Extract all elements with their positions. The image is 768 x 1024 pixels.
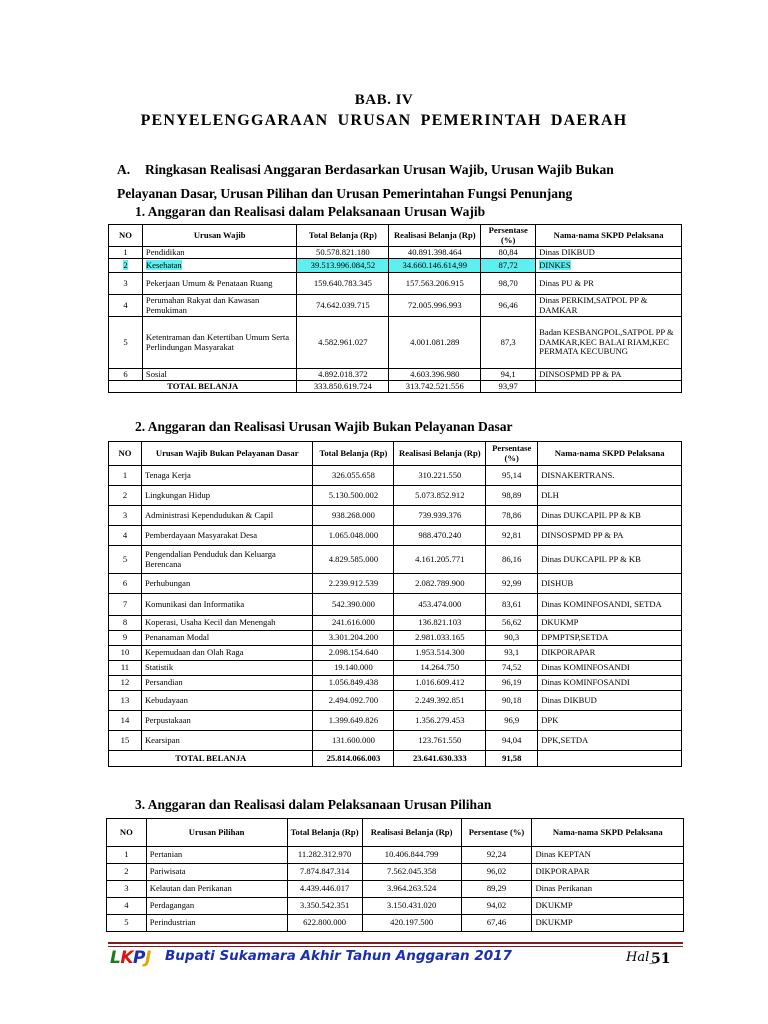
table2-header-cell: Total Belanja (Rp) (313, 442, 394, 466)
cell-realisasi: 7.562.045.358 (362, 864, 461, 881)
cell-skpd: DINSOSPMD PP & PA (536, 369, 682, 381)
page-label: Hal_ (626, 950, 656, 965)
cell-urusan: Pertanian (146, 847, 287, 864)
cell-realisasi: 2.249.392.851 (394, 691, 486, 711)
cell-persen: 87,72 (481, 259, 536, 273)
table3-header-cell: Persentase (%) (461, 819, 532, 847)
table-row (109, 676, 682, 691)
total-persen: 91,58 (486, 751, 538, 767)
cell-no: 4 (109, 295, 143, 317)
table-row (109, 646, 682, 661)
cell-skpd: Dinas KEPTAN (532, 847, 684, 864)
table2-header-cell: Urusan Wajib Bukan Pelayanan Dasar (141, 442, 313, 466)
cell-skpd: DKUKMP (532, 915, 684, 932)
cell-urusan: Sosial (142, 369, 297, 381)
cell-no: 1 (109, 466, 142, 486)
cell-urusan: Perpustakaan (141, 711, 313, 731)
cell-total: 3.301.204.200 (313, 631, 394, 646)
total-realisasi: 23.641.630.333 (394, 751, 486, 767)
table-row (109, 295, 682, 317)
cell-realisasi: 3.964.263.524 (362, 881, 461, 898)
table2-header-cell: Persentase (%) (486, 442, 538, 466)
cell-skpd: Dinas KOMINFOSANDI (538, 676, 682, 691)
cell-persen: 98,70 (481, 273, 536, 295)
cell-persen: 92,24 (461, 847, 532, 864)
footer-text: Bupati Sukamara Akhir Tahun Anggaran 2017 (165, 948, 512, 964)
table-row (109, 731, 682, 751)
page-number: 51 (651, 951, 671, 967)
cell-skpd: Dinas DIKBUD (538, 691, 682, 711)
table-row (109, 526, 682, 546)
cell-persen: 93,1 (486, 646, 538, 661)
cell-persen: 67,46 (461, 915, 532, 932)
cell-total: 4.439.446.017 (287, 881, 362, 898)
total-realisasi: 313.742.521.556 (389, 381, 481, 393)
cell-skpd: DPK (538, 711, 682, 731)
table-row (107, 898, 684, 915)
cell-urusan: Perhubungan (141, 574, 313, 594)
section-a-line2: Pelayanan Dasar, Urusan Pilihan dan Urusan Pemerintahan Fungsi Penunjang (117, 186, 573, 201)
cell-total: 4.829.585.000 (313, 546, 394, 574)
cell-skpd: DINSOSPMD PP & PA (538, 526, 682, 546)
cell-urusan: Administrasi Kependudukan & Capil (141, 506, 313, 526)
cell-no: 11 (109, 661, 142, 676)
footer-rule-thin (108, 946, 683, 947)
table1-header-cell: Nama-nama SKPD Pelaksana (536, 225, 682, 247)
cell-persen: 90,3 (486, 631, 538, 646)
cell-total: 50.578.821.180 (297, 247, 389, 259)
cell-realisasi: 10.406.844.799 (362, 847, 461, 864)
table2-header-cell: Realisasi Belanja (Rp) (394, 442, 486, 466)
cell-total: 131.600.000 (313, 731, 394, 751)
cell-skpd: Dinas DUKCAPIL PP & KB (538, 506, 682, 526)
footer-rule (108, 942, 683, 944)
cell-total: 2.239.912.539 (313, 574, 394, 594)
cell-urusan: Statistik (141, 661, 313, 676)
section-a-label: A. (117, 162, 131, 177)
table1-header-cell: Urusan Wajib (142, 225, 297, 247)
cell-no: 5 (109, 317, 143, 369)
cell-realisasi: 4.001.081.289 (389, 317, 481, 369)
cell-persen: 98,89 (486, 486, 538, 506)
table3-header-cell: Total Belanja (Rp) (287, 819, 362, 847)
table-row (107, 864, 684, 881)
table-row (109, 691, 682, 711)
cell-urusan: Koperasi, Usaha Kecil dan Menengah (141, 616, 313, 631)
cell-persen: 94,04 (486, 731, 538, 751)
cell-persen: 96,19 (486, 676, 538, 691)
cell-persen: 96,02 (461, 864, 532, 881)
cell-no: 3 (107, 881, 147, 898)
highlight-mark: DINKES (539, 259, 571, 270)
table2-title: 2. Anggaran dan Realisasi Urusan Wajib Bukan Pelayanan Dasar (135, 419, 513, 434)
cell-urusan: Penanaman Modal (141, 631, 313, 646)
table-total-row (109, 751, 682, 767)
cell-skpd: DIKPORAPAR (538, 646, 682, 661)
cell-persen: 86,16 (486, 546, 538, 574)
table3-header-cell: Nama-nama SKPD Pelaksana (532, 819, 684, 847)
cell-realisasi: 1.356.279.453 (394, 711, 486, 731)
cell-no: 8 (109, 616, 142, 631)
cell-realisasi: 453.474.000 (394, 594, 486, 616)
cell-total: 542.390.000 (313, 594, 394, 616)
cell-no: 3 (109, 273, 143, 295)
cell-urusan: Tenaga Kerja (141, 466, 313, 486)
cell-no: 5 (109, 546, 142, 574)
cell-persen: 90,18 (486, 691, 538, 711)
table3 (106, 818, 684, 932)
cell-realisasi: 1.016.609.412 (394, 676, 486, 691)
cell-no: 12 (109, 676, 142, 691)
chapter-label: BAB. IV (354, 92, 414, 108)
cell-skpd: DLH (538, 486, 682, 506)
table-row (107, 915, 684, 932)
cell-total: 2.494.092.700 (313, 691, 394, 711)
cell-skpd: DISNAKERTRANS. (538, 466, 682, 486)
cell-realisasi: 2.981.033.165 (394, 631, 486, 646)
table-row-highlighted (109, 259, 682, 273)
cell-no: 14 (109, 711, 142, 731)
cell-total: 622.800.000 (287, 915, 362, 932)
cell-realisasi: 739.939.376 (394, 506, 486, 526)
cell-persen: 89,29 (461, 881, 532, 898)
cell-persen: 74,52 (486, 661, 538, 676)
cell-urusan: Pekerjaan Umum & Penataan Ruang (142, 273, 297, 295)
cell-persen: 92,99 (486, 574, 538, 594)
table1-header-cell: Total Belanja (Rp) (297, 225, 389, 247)
cell-total: 4.582.961.027 (297, 317, 389, 369)
table-row (109, 616, 682, 631)
cell-no (109, 259, 143, 273)
cell-skpd: Dinas PU & PR (536, 273, 682, 295)
cell-skpd: DKUKMP (532, 898, 684, 915)
total-belanja: 333.850.619.724 (297, 381, 389, 393)
cell-realisasi: 4.603.396.980 (389, 369, 481, 381)
highlight-mark: 2 (123, 259, 128, 270)
cell-total: 39.513.996.084,52 (297, 259, 389, 273)
table-row (109, 317, 682, 369)
total-label: TOTAL BELANJA (109, 381, 297, 393)
cell-urusan: Pemberdayaan Masyarakat Desa (141, 526, 313, 546)
cell-urusan: Kebudayaan (141, 691, 313, 711)
cell-realisasi: 5.073.852.912 (394, 486, 486, 506)
table3-title: 3. Anggaran dan Realisasi dalam Pelaksanaan Urusan Pilihan (135, 797, 492, 812)
table-row (109, 631, 682, 646)
cell-realisasi: 1.953.514.300 (394, 646, 486, 661)
cell-skpd: DISHUB (538, 574, 682, 594)
cell-skpd: Badan KESBANGPOL,SATPOL PP & DAMKAR,KEC BALAI RIAM,KEC PERMATA KECUBUNG (536, 317, 682, 369)
table-row (109, 247, 682, 259)
cell-skpd: DKUKMP (538, 616, 682, 631)
cell-total: 159.640.783.345 (297, 273, 389, 295)
table2-header-cell: Nama-nama SKPD Pelaksana (538, 442, 682, 466)
total-label: TOTAL BELANJA (109, 751, 313, 767)
total-belanja: 25.814.066.003 (313, 751, 394, 767)
cell-total: 19.140.000 (313, 661, 394, 676)
cell-total: 1.399.649.826 (313, 711, 394, 731)
table-row (109, 369, 682, 381)
cell-no: 1 (109, 247, 143, 259)
table3-header-cell: Urusan Pilihan (146, 819, 287, 847)
cell-skpd: DPMPTSP,SETDA (538, 631, 682, 646)
table1 (108, 224, 682, 393)
cell-total: 326.055.658 (313, 466, 394, 486)
table1-header-cell: NO (109, 225, 143, 247)
cell-skpd: Dinas KOMINFOSANDI, SETDA (538, 594, 682, 616)
cell-no: 6 (109, 574, 142, 594)
cell-skpd: Dinas KOMINFOSANDI (538, 661, 682, 676)
cell-skpd: Dinas DIKBUD (536, 247, 682, 259)
table-row (109, 711, 682, 731)
cell-persen: 94,02 (461, 898, 532, 915)
cell-urusan: Pariwisata (146, 864, 287, 881)
chapter-title: PENYELENGGARAAN URUSAN PEMERINTAH DAERAH (140, 112, 628, 129)
cell-realisasi: 4.161.205.771 (394, 546, 486, 574)
table-row (109, 574, 682, 594)
table1-title: 1. Anggaran dan Realisasi dalam Pelaksanaan Urusan Wajib (135, 204, 486, 219)
cell-urusan: Lingkungan Hidup (141, 486, 313, 506)
cell-realisasi: 34.660.146.614,99 (389, 259, 481, 273)
cell-no: 5 (107, 915, 147, 932)
cell-total: 11.282.312.970 (287, 847, 362, 864)
cell-urusan: Ketentraman dan Ketertiban Umum Serta Perlindungan Masyarakat (142, 317, 297, 369)
highlight-mark: Kesehatan (145, 259, 182, 270)
cell-urusan: Perdagangan (146, 898, 287, 915)
cell-total: 938.268.000 (313, 506, 394, 526)
cell-realisasi: 2.082.789.900 (394, 574, 486, 594)
cell-no: 1 (107, 847, 147, 864)
cell-no: 2 (107, 864, 147, 881)
cell-total: 241.616.000 (313, 616, 394, 631)
cell-realisasi: 3.150.431.020 (362, 898, 461, 915)
cell-realisasi: 40.891.398.464 (389, 247, 481, 259)
cell-no: 2 (109, 486, 142, 506)
cell-realisasi: 123.761.550 (394, 731, 486, 751)
table-row (107, 847, 684, 864)
cell-realisasi: 157.563.206.915 (389, 273, 481, 295)
table-row (109, 661, 682, 676)
cell-urusan: Kearsipan (141, 731, 313, 751)
cell-urusan: Komunikasi dan Informatika (141, 594, 313, 616)
cell-no: 10 (109, 646, 142, 661)
cell-persen: 94,1 (481, 369, 536, 381)
section-a-line1: Ringkasan Realisasi Anggaran Berdasarkan Urusan Wajib, Urusan Wajib Bukan (145, 162, 614, 177)
total-persen: 93,97 (481, 381, 536, 393)
cell-total: 1.056.849.438 (313, 676, 394, 691)
cell-total: 4.892.018.372 (297, 369, 389, 381)
table2-header-cell: NO (109, 442, 142, 466)
cell-total: 5.130.500.002 (313, 486, 394, 506)
cell-total: 2.098.154.640 (313, 646, 394, 661)
cell-no: 15 (109, 731, 142, 751)
table1-header-cell: Persentase (%) (481, 225, 536, 247)
table1-header-cell: Realisasi Belanja (Rp) (389, 225, 481, 247)
cell-no: 7 (109, 594, 142, 616)
table1-header-row (109, 225, 682, 247)
cell-realisasi: 420.197.500 (362, 915, 461, 932)
cell-total: 7.874.847.314 (287, 864, 362, 881)
cell-skpd: DPK,SETDA (538, 731, 682, 751)
table3-header-row (107, 819, 684, 847)
cell-no: 13 (109, 691, 142, 711)
table2-header-row (109, 442, 682, 466)
cell-urusan: Kepemudaan dan Olah Raga (141, 646, 313, 661)
cell-urusan: Perindustrian (146, 915, 287, 932)
cell-urusan: Persandian (141, 676, 313, 691)
cell-skpd (536, 259, 682, 273)
cell-realisasi: 14.264.750 (394, 661, 486, 676)
cell-persen: 92,81 (486, 526, 538, 546)
table3-header-cell: NO (107, 819, 147, 847)
cell-urusan: Pengendalian Penduduk dan Keluarga Berencana (141, 546, 313, 574)
cell-realisasi: 310.221.550 (394, 466, 486, 486)
cell-no: 4 (109, 526, 142, 546)
total-skpd (536, 381, 682, 393)
cell-skpd: Dinas DUKCAPIL PP & KB (538, 546, 682, 574)
cell-urusan: Kelautan dan Perikanan (146, 881, 287, 898)
cell-urusan: Pendidikan (142, 247, 297, 259)
table-total-row (109, 381, 682, 393)
total-skpd (538, 751, 682, 767)
table-row (109, 486, 682, 506)
table3-header-cell: Realisasi Belanja (Rp) (362, 819, 461, 847)
cell-realisasi: 72.005.996.993 (389, 295, 481, 317)
cell-total: 3.350.542.351 (287, 898, 362, 915)
cell-persen: 96,46 (481, 295, 536, 317)
cell-no: 9 (109, 631, 142, 646)
cell-skpd: Dinas Perikanan (532, 881, 684, 898)
table-row (109, 506, 682, 526)
cell-urusan (142, 259, 297, 273)
section-a-heading (117, 158, 697, 206)
cell-no: 6 (109, 369, 143, 381)
cell-persen: 95,14 (486, 466, 538, 486)
cell-total: 74.642.039.715 (297, 295, 389, 317)
table-row (109, 273, 682, 295)
cell-realisasi: 988.470.240 (394, 526, 486, 546)
cell-no: 3 (109, 506, 142, 526)
cell-persen: 96,9 (486, 711, 538, 731)
cell-total: 1.065.048.000 (313, 526, 394, 546)
cell-persen: 78,86 (486, 506, 538, 526)
table-row (107, 881, 684, 898)
cell-skpd: Dinas PERKIM,SATPOL PP & DAMKAR (536, 295, 682, 317)
cell-realisasi: 136.821.103 (394, 616, 486, 631)
table-row (109, 466, 682, 486)
table2 (108, 441, 682, 767)
lkpj-logo: LKPJ (110, 948, 151, 968)
cell-persen: 87,3 (481, 317, 536, 369)
cell-persen: 56,62 (486, 616, 538, 631)
cell-skpd: DIKPORAPAR (532, 864, 684, 881)
cell-persen: 80,84 (481, 247, 536, 259)
table-row (109, 546, 682, 574)
cell-persen: 83,61 (486, 594, 538, 616)
cell-urusan: Perumahan Rakyat dan Kawasan Pemukiman (142, 295, 297, 317)
cell-no: 4 (107, 898, 147, 915)
table-row (109, 594, 682, 616)
